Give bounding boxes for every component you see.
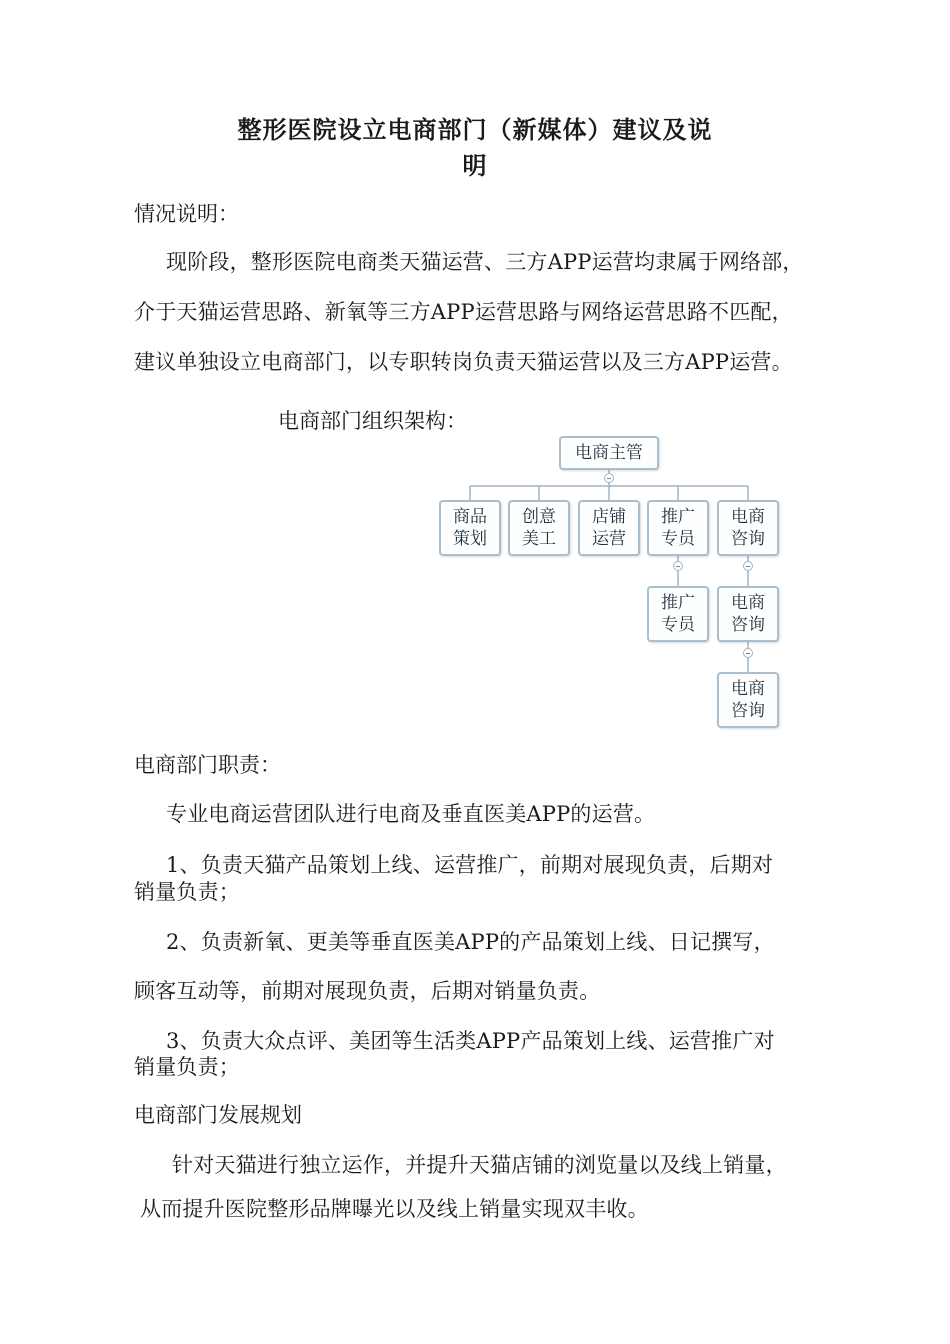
section-heading-situation: 情况说明： <box>134 202 239 226</box>
document-title-line2: 明 <box>462 151 488 180</box>
collapse-icon[interactable] <box>743 648 753 658</box>
duties-intro: 专业电商运营团队进行电商及垂直医美APP的运营。 <box>166 802 656 826</box>
section-heading-duties: 电商部门职责： <box>134 753 281 777</box>
org-node-consultation <box>717 500 779 556</box>
duty-2-line-1: 2、负责新氧、更美等垂直医美APP的产品策划上线、日记撰写， <box>166 930 775 954</box>
org-node-label: 店铺运营 <box>592 507 626 549</box>
duty-3-line-2: 销量负责； <box>134 1055 240 1079</box>
situation-line-2: 介于天猫运营思路、新氧等三方APP运营思路与网络运营思路不匹配， <box>134 300 793 324</box>
org-node-root <box>559 436 659 470</box>
document-title-line1: 整形医院设立电商部门（新媒体）建议及说 <box>237 115 713 144</box>
org-node-label: 电商咨询 <box>731 679 765 721</box>
org-node-creative-design <box>508 500 570 556</box>
org-node-root-label: 电商主管 <box>575 443 643 463</box>
situation-line-3: 建议单独设立电商部门，以专职转岗负责天猫运营以及三方APP运营。 <box>134 350 793 374</box>
org-chart <box>430 430 790 740</box>
org-node-label: 推广专员 <box>661 507 695 549</box>
collapse-icon[interactable] <box>743 561 753 571</box>
collapse-icon[interactable] <box>673 561 683 571</box>
org-node-store-operation <box>578 500 640 556</box>
org-node-label: 商品策划 <box>453 507 487 549</box>
org-node-promotion-sub <box>647 586 709 642</box>
section-heading-plan: 电商部门发展规划 <box>134 1103 302 1127</box>
org-node-consultation-sub2 <box>717 672 779 728</box>
org-node-label: 电商咨询 <box>731 507 765 549</box>
duty-2-line-2: 顾客互动等，前期对展现负责，后期对销量负责。 <box>134 979 601 1003</box>
plan-line-1: 针对天猫进行独立运作，并提升天猫店铺的浏览量以及线上销量， <box>172 1153 787 1177</box>
org-node-promotion <box>647 500 709 556</box>
org-node-label: 推广专员 <box>661 593 695 635</box>
org-node-consultation-sub <box>717 586 779 642</box>
duty-3-line-1: 3、负责大众点评、美团等生活类APP产品策划上线、运营推广对 <box>166 1029 775 1053</box>
collapse-icon[interactable] <box>604 473 614 483</box>
situation-line-1: 现阶段，整形医院电商类天猫运营、三方APP运营均隶属于网络部， <box>166 250 804 274</box>
org-node-label: 电商咨询 <box>731 593 765 635</box>
org-node-product-planning <box>439 500 501 556</box>
duty-1-line-1: 1、负责天猫产品策划上线、运营推广，前期对展现负责，后期对 <box>166 853 774 877</box>
org-chart-label: 电商部门组织架构： <box>278 409 467 433</box>
plan-line-2: 从而提升医院整形品牌曝光以及线上销量实现双丰收。 <box>140 1197 649 1221</box>
duty-1-line-2: 销量负责； <box>134 880 240 904</box>
org-node-label: 创意美工 <box>522 507 556 549</box>
